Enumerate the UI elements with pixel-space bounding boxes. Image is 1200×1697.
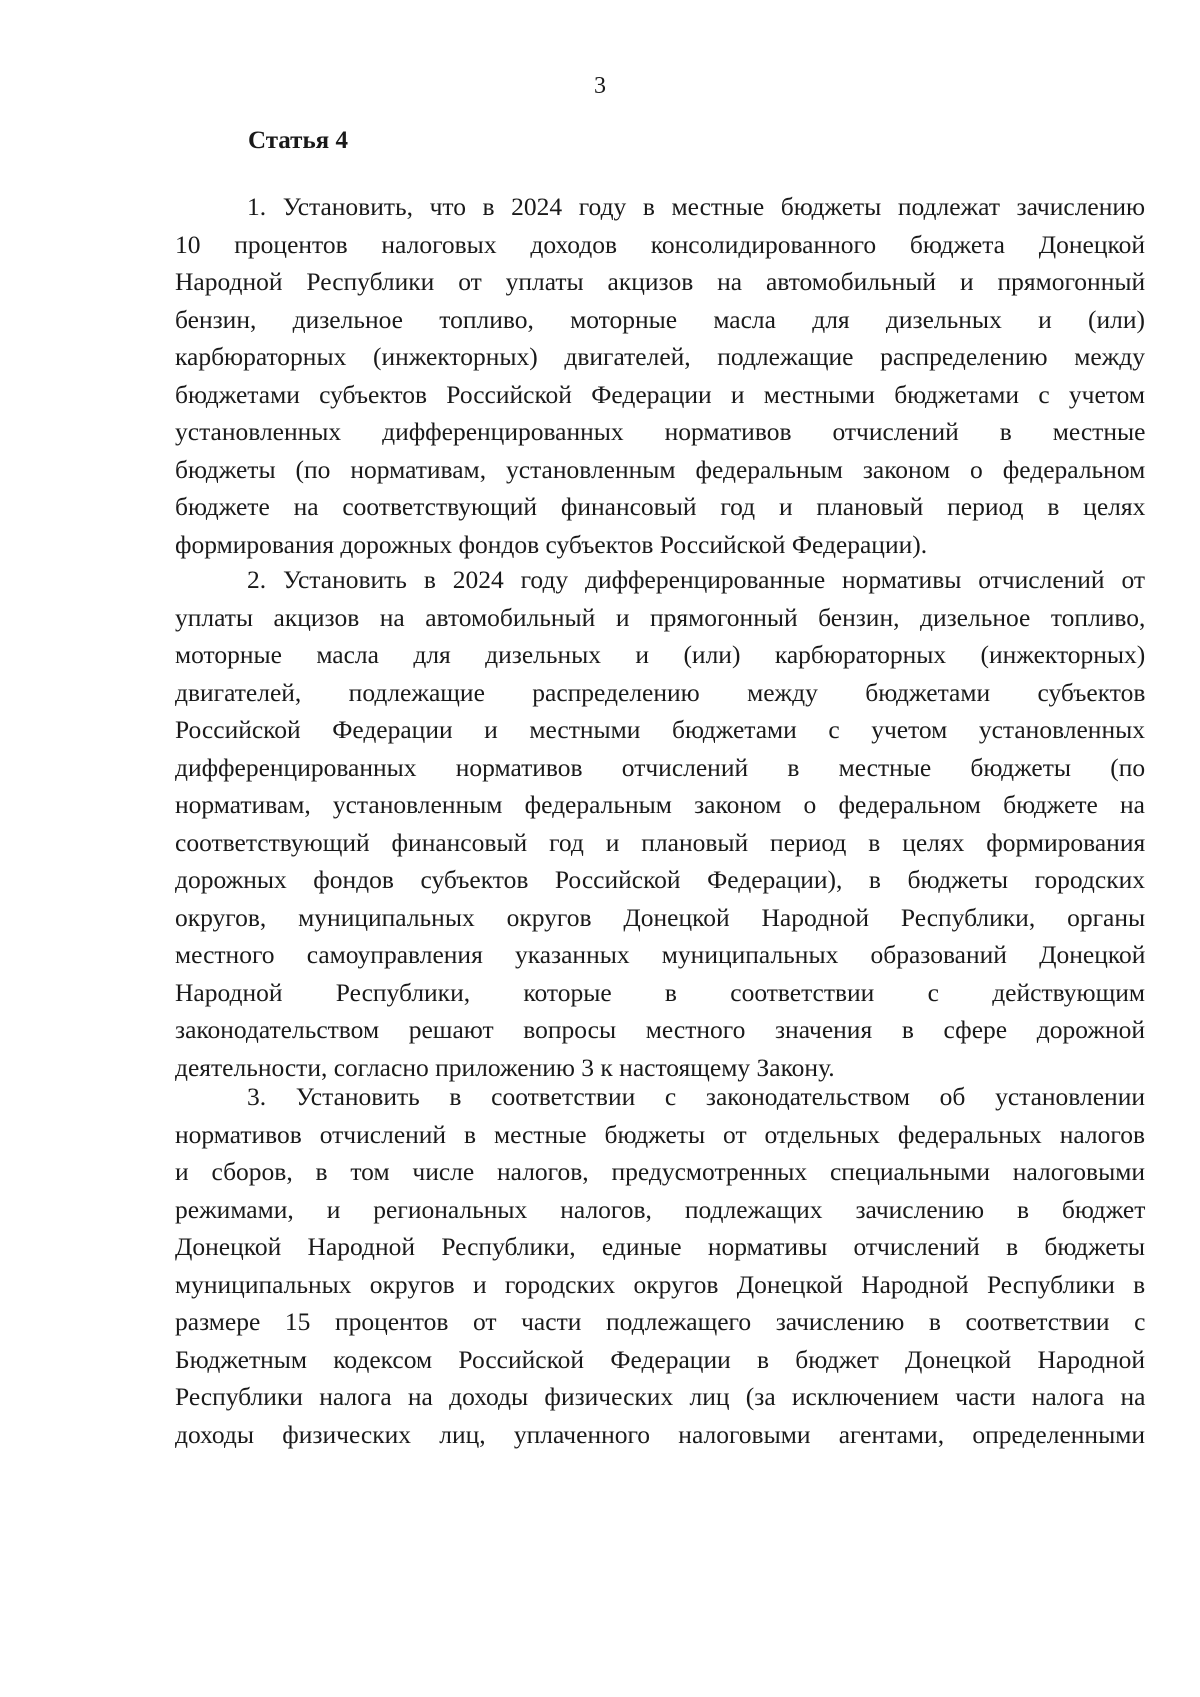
paragraph-line: Российской Федерации и местными бюджетами с учетом установленных xyxy=(175,715,1145,744)
paragraph-line: Народной Республики, которые в соответствии с действующим xyxy=(175,977,1145,1007)
paragraph-line: карбюраторных (инжекторных) двигателей, подлежащие распределению между xyxy=(175,342,1145,371)
paragraph-1 xyxy=(175,188,1145,563)
paragraph-line: уплаты акцизов на автомобильный и прямогонный бензин, дизельное топливо, xyxy=(175,602,1146,632)
paragraph-line: Донецкой Народной Республики, единые нормативы отчислений в бюджеты xyxy=(175,1232,1145,1261)
paragraph-line: доходы физических лиц, уплаченного налоговыми агентами, определенными xyxy=(175,1419,1145,1449)
paragraph-line: моторные масла для дизельных и (или) карбюраторных (инжекторных) xyxy=(175,640,1146,669)
paragraph-line: бензин, дизельное топливо, моторные масла для дизельных и (или) xyxy=(175,304,1145,334)
paragraph-line: бюджеты (по нормативам, установленным федеральным законом о федеральном xyxy=(175,454,1146,484)
paragraph-line: дифференцированных нормативов отчислений в местные бюджеты (по xyxy=(175,752,1146,782)
paragraph-line: двигателей, подлежащие распределению между бюджетами субъектов xyxy=(175,677,1146,707)
paragraph-line: 10 процентов налоговых доходов консолидированного бюджета Донецкой xyxy=(175,229,1145,259)
paragraph-line: местного самоуправления указанных муниципальных образований Донецкой xyxy=(175,940,1146,969)
page-number: 3 xyxy=(594,73,606,99)
paragraph-line: размере 15 процентов от части подлежащего зачислению в соответствии с xyxy=(175,1307,1146,1336)
paragraph-line: Народной Республики от уплаты акцизов на автомобильный и прямогонный xyxy=(175,267,1146,296)
paragraph-line: Республики налога на доходы физических лиц (за исключением части налога на xyxy=(175,1382,1146,1411)
paragraph-2 xyxy=(175,561,1145,1086)
paragraph-line: и сборов, в том числе налогов, предусмотренных специальными налоговыми xyxy=(175,1157,1145,1186)
paragraph-3 xyxy=(175,1078,1145,1453)
paragraph-line: 1. Установить, что в 2024 году в местные бюджеты подлежат зачислению xyxy=(247,192,1146,221)
paragraph-line: нормативам, установленным федеральным законом о федеральном бюджете на xyxy=(175,790,1145,819)
article-heading: Статья 4 xyxy=(248,127,348,154)
paragraph-line: формирования дорожных фондов субъектов Российской Федерации). xyxy=(175,529,928,559)
paragraph-line: установленных дифференцированных нормативов отчислений в местные xyxy=(175,417,1146,446)
paragraph-line: Бюджетным кодексом Российской Федерации в бюджет Донецкой Народной xyxy=(175,1344,1145,1374)
paragraph-line: дорожных фондов субъектов Российской Федерации), в бюджеты городских xyxy=(175,865,1145,894)
paragraph-line: режимами, и региональных налогов, подлежащих зачислению в бюджет xyxy=(175,1194,1146,1224)
paragraph-line: округов, муниципальных округов Донецкой Народной Республики, органы xyxy=(175,902,1146,932)
paragraph-line: 2. Установить в 2024 году дифференцированные нормативы отчислений от xyxy=(247,565,1146,594)
paragraph-line: нормативов отчислений в местные бюджеты от отдельных федеральных налогов xyxy=(175,1119,1145,1149)
paragraph-line: деятельности, согласно приложению 3 к настоящему Закону. xyxy=(175,1052,835,1082)
paragraph-line: бюджете на соответствующий финансовый год и плановый период в целях xyxy=(175,492,1146,521)
paragraph-line: муниципальных округов и городских округов Донецкой Народной Республики в xyxy=(175,1269,1146,1299)
paragraph-line: 3. Установить в соответствии с законодательством об установлении xyxy=(247,1082,1145,1111)
paragraph-line: бюджетами субъектов Российской Федерации и местными бюджетами с учетом xyxy=(175,379,1145,409)
paragraph-line: соответствующий финансовый год и плановый период в целях формирования xyxy=(175,827,1146,857)
paragraph-line: законодательством решают вопросы местного значения в сфере дорожной xyxy=(175,1015,1145,1044)
